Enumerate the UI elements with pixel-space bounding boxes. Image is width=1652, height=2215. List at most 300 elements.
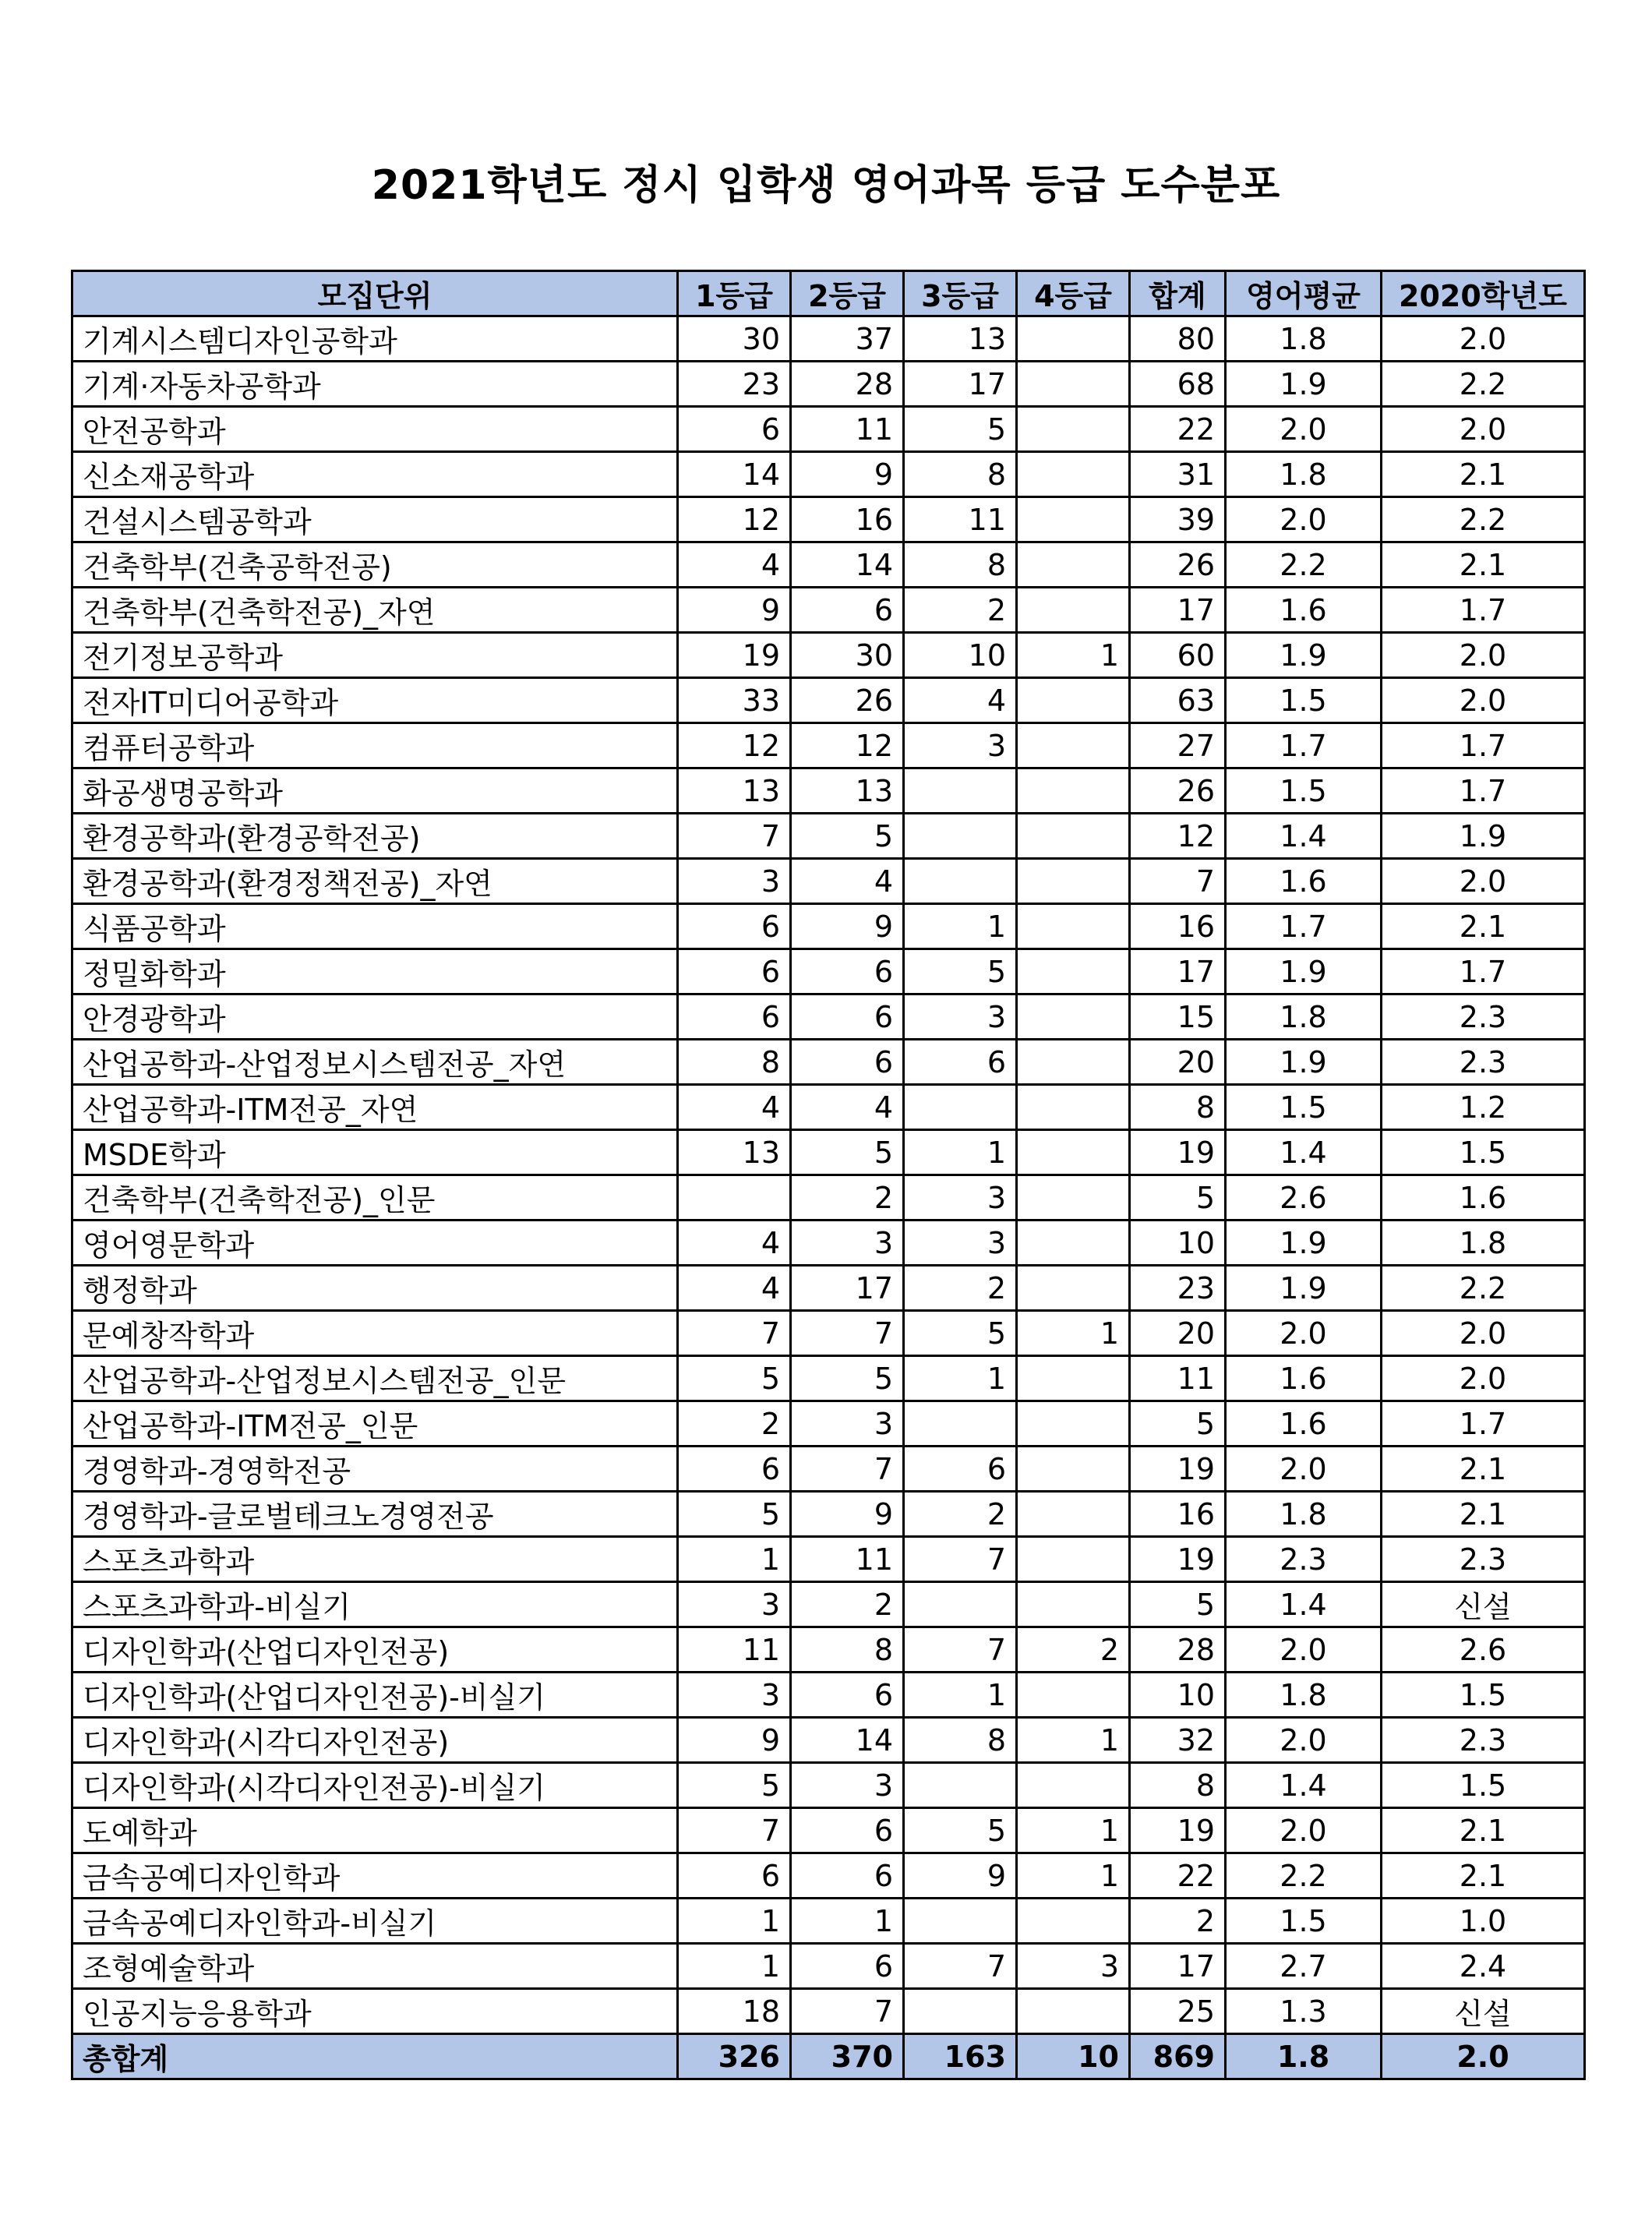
department-name: 전자IT미디어공학과 (72, 678, 678, 723)
department-name: MSDE학과 (72, 1130, 678, 1175)
grade-1-count: 4 (678, 542, 791, 588)
department-name: 환경공학과(환경공학전공) (72, 814, 678, 859)
total-grade-1: 326 (678, 2034, 791, 2079)
total-count: 20 (1130, 1311, 1226, 1356)
grade-4-count (1017, 1266, 1130, 1311)
english-average: 1.9 (1226, 949, 1382, 994)
department-name: 산업공학과-ITM전공_자연 (72, 1085, 678, 1130)
grade-2-count: 30 (791, 633, 904, 678)
department-name: 금속공예디자인학과 (72, 1853, 678, 1899)
total-count: 60 (1130, 633, 1226, 678)
english-average: 2.6 (1226, 1175, 1382, 1221)
grade-4-count (1017, 316, 1130, 362)
total-count: 10 (1130, 1221, 1226, 1266)
grade-3-count: 5 (904, 1311, 1017, 1356)
grade-1-count: 33 (678, 678, 791, 723)
table-row (72, 1763, 1585, 1808)
prev-year-average: 2.2 (1382, 497, 1585, 542)
grade-3-count (904, 1899, 1017, 1944)
grade-1-count: 8 (678, 1040, 791, 1085)
grade-1-count: 13 (678, 768, 791, 814)
grade-3-count: 3 (904, 1221, 1017, 1266)
table-row (72, 1130, 1585, 1175)
english-average: 1.9 (1226, 1266, 1382, 1311)
english-average: 2.0 (1226, 497, 1382, 542)
table-row (72, 1673, 1585, 1718)
grade-2-count: 5 (791, 814, 904, 859)
grade-2-count: 6 (791, 949, 904, 994)
grade-2-count: 2 (791, 1175, 904, 1221)
total-count: 11 (1130, 1356, 1226, 1401)
english-average: 1.5 (1226, 1899, 1382, 1944)
grade-4-count (1017, 949, 1130, 994)
grade-3-count: 2 (904, 1492, 1017, 1537)
grade-1-count: 6 (678, 1447, 791, 1492)
grade-3-count (904, 1582, 1017, 1627)
grade-4-count: 1 (1017, 1718, 1130, 1763)
english-average: 1.4 (1226, 1582, 1382, 1627)
grade-2-count: 7 (791, 1447, 904, 1492)
grade-1-count: 1 (678, 1537, 791, 1582)
total-count: 5 (1130, 1582, 1226, 1627)
department-name: 스포츠과학과 (72, 1537, 678, 1582)
grade-3-count: 11 (904, 497, 1017, 542)
prev-year-average: 2.3 (1382, 1040, 1585, 1085)
english-average: 1.6 (1226, 1401, 1382, 1447)
total-count: 5 (1130, 1175, 1226, 1221)
table-row (72, 723, 1585, 768)
grade-1-count: 2 (678, 1401, 791, 1447)
english-average: 2.0 (1226, 407, 1382, 452)
prev-year-average: 1.8 (1382, 1221, 1585, 1266)
table-row (72, 1537, 1585, 1582)
english-average: 2.0 (1226, 1311, 1382, 1356)
header-english-average: 영어평균 (1226, 271, 1382, 316)
english-average: 1.9 (1226, 1040, 1382, 1085)
table-row (72, 1311, 1585, 1356)
grade-3-count: 1 (904, 1130, 1017, 1175)
prev-year-average: 2.1 (1382, 1492, 1585, 1537)
grade-2-count: 37 (791, 316, 904, 362)
grade-2-count: 7 (791, 1311, 904, 1356)
prev-year-average: 1.7 (1382, 723, 1585, 768)
grade-1-count: 1 (678, 1944, 791, 1989)
total-count: 32 (1130, 1718, 1226, 1763)
total-count: 15 (1130, 994, 1226, 1040)
table-row (72, 678, 1585, 723)
english-average: 1.8 (1226, 452, 1382, 497)
total-count: 17 (1130, 588, 1226, 633)
grade-4-count (1017, 723, 1130, 768)
table-row (72, 1492, 1585, 1537)
total-grade-2: 370 (791, 2034, 904, 2079)
english-average: 1.9 (1226, 1221, 1382, 1266)
grade-4-count: 1 (1017, 1311, 1130, 1356)
grade-4-count (1017, 1447, 1130, 1492)
table-row (72, 542, 1585, 588)
grade-4-count (1017, 768, 1130, 814)
prev-year-average: 1.5 (1382, 1763, 1585, 1808)
english-average: 1.6 (1226, 859, 1382, 904)
english-average: 1.4 (1226, 1130, 1382, 1175)
grade-2-count: 6 (791, 1944, 904, 1989)
total-count: 2 (1130, 1899, 1226, 1944)
table-row (72, 814, 1585, 859)
grade-2-count: 17 (791, 1266, 904, 1311)
department-name: 화공생명공학과 (72, 768, 678, 814)
grade-2-count: 12 (791, 723, 904, 768)
total-grade-4: 10 (1017, 2034, 1130, 2079)
total-count: 23 (1130, 1266, 1226, 1311)
grade-2-count: 1 (791, 1899, 904, 1944)
english-average: 1.8 (1226, 316, 1382, 362)
grade-3-count: 4 (904, 678, 1017, 723)
department-name: 건축학부(건축학전공)_자연 (72, 588, 678, 633)
department-name: 전기정보공학과 (72, 633, 678, 678)
total-grade-3: 163 (904, 2034, 1017, 2079)
total-count: 25 (1130, 1989, 1226, 2034)
grade-2-count: 6 (791, 994, 904, 1040)
table-row (72, 994, 1585, 1040)
prev-year-average: 2.0 (1382, 316, 1585, 362)
grade-1-count: 9 (678, 1718, 791, 1763)
table-row (72, 1944, 1585, 1989)
department-name: 행정학과 (72, 1266, 678, 1311)
table-row (72, 1401, 1585, 1447)
grade-4-count (1017, 407, 1130, 452)
table-header-row (72, 271, 1585, 316)
grade-2-count: 5 (791, 1356, 904, 1401)
grade-1-count: 7 (678, 814, 791, 859)
grade-4-count (1017, 1537, 1130, 1582)
department-name: 디자인학과(시각디자인전공) (72, 1718, 678, 1763)
prev-year-average: 2.1 (1382, 1808, 1585, 1853)
total-count: 5 (1130, 1401, 1226, 1447)
grade-1-count: 6 (678, 949, 791, 994)
grade-3-count: 3 (904, 994, 1017, 1040)
english-average: 1.8 (1226, 994, 1382, 1040)
grade-2-count: 2 (791, 1582, 904, 1627)
prev-year-average: 2.0 (1382, 633, 1585, 678)
page-title: 2021학년도 정시 입학생 영어과목 등급 도수분포 (371, 162, 1281, 209)
grade-1-count: 4 (678, 1266, 791, 1311)
header-total: 합계 (1130, 271, 1226, 316)
grade-4-count (1017, 1130, 1130, 1175)
grade-2-count: 14 (791, 542, 904, 588)
total-count: 28 (1130, 1627, 1226, 1673)
header-grade-4: 4등급 (1017, 271, 1130, 316)
prev-year-average: 2.3 (1382, 994, 1585, 1040)
grade-2-count: 6 (791, 1808, 904, 1853)
department-name: 문예창작학과 (72, 1311, 678, 1356)
total-count: 26 (1130, 768, 1226, 814)
grade-3-count: 7 (904, 1537, 1017, 1582)
grade-4-count (1017, 1085, 1130, 1130)
grade-1-count: 6 (678, 1853, 791, 1899)
grade-2-count: 4 (791, 1085, 904, 1130)
prev-year-average: 1.6 (1382, 1175, 1585, 1221)
department-name: 도예학과 (72, 1808, 678, 1853)
english-average: 2.7 (1226, 1944, 1382, 1989)
grade-2-count: 13 (791, 768, 904, 814)
grade-2-count: 9 (791, 904, 904, 949)
total-count: 8 (1130, 1763, 1226, 1808)
prev-year-average: 2.1 (1382, 542, 1585, 588)
grade-3-count: 7 (904, 1627, 1017, 1673)
grade-1-count: 6 (678, 407, 791, 452)
total-row (72, 2034, 1585, 2079)
grade-1-count: 6 (678, 904, 791, 949)
english-average: 2.0 (1226, 1447, 1382, 1492)
department-name: 산업공학과-ITM전공_인문 (72, 1401, 678, 1447)
grade-3-count (904, 768, 1017, 814)
grade-3-count: 7 (904, 1944, 1017, 1989)
prev-year-average: 신설 (1382, 1989, 1585, 2034)
grade-1-count: 14 (678, 452, 791, 497)
grade-4-count (1017, 994, 1130, 1040)
prev-year-average: 2.1 (1382, 1853, 1585, 1899)
grade-2-count: 6 (791, 588, 904, 633)
grade-2-count: 6 (791, 1040, 904, 1085)
english-average: 1.9 (1226, 362, 1382, 407)
grade-3-count: 13 (904, 316, 1017, 362)
department-name: 경영학과-경영학전공 (72, 1447, 678, 1492)
table-row (72, 1040, 1585, 1085)
department-name: 영어영문학과 (72, 1221, 678, 1266)
department-name: 경영학과-글로벌테크노경영전공 (72, 1492, 678, 1537)
grade-1-count: 12 (678, 723, 791, 768)
english-average: 2.2 (1226, 1853, 1382, 1899)
prev-year-average: 2.1 (1382, 452, 1585, 497)
total-count: 26 (1130, 542, 1226, 588)
total-count: 22 (1130, 407, 1226, 452)
table-row (72, 588, 1585, 633)
prev-year-average: 2.0 (1382, 859, 1585, 904)
total-count: 19 (1130, 1130, 1226, 1175)
grade-2-count: 11 (791, 1537, 904, 1582)
table-row (72, 1718, 1585, 1763)
grade-2-count: 8 (791, 1627, 904, 1673)
table-row (72, 1221, 1585, 1266)
english-average: 1.8 (1226, 1492, 1382, 1537)
table-row (72, 316, 1585, 362)
department-name: 기계시스템디자인공학과 (72, 316, 678, 362)
grade-1-count: 3 (678, 859, 791, 904)
table-row (72, 407, 1585, 452)
department-name: 산업공학과-산업정보시스템전공_자연 (72, 1040, 678, 1085)
table-row (72, 497, 1585, 542)
grade-1-count: 23 (678, 362, 791, 407)
table-body (72, 316, 1585, 2034)
department-name: 디자인학과(시각디자인전공)-비실기 (72, 1763, 678, 1808)
header-grade-3: 3등급 (904, 271, 1017, 316)
total-count: 63 (1130, 678, 1226, 723)
grade-4-count: 1 (1017, 1853, 1130, 1899)
english-average: 1.9 (1226, 633, 1382, 678)
grade-1-count: 18 (678, 1989, 791, 2034)
prev-year-average: 1.9 (1382, 814, 1585, 859)
english-average: 1.7 (1226, 723, 1382, 768)
prev-year-average: 2.1 (1382, 1447, 1585, 1492)
total-count: 31 (1130, 452, 1226, 497)
table-row (72, 1989, 1585, 2034)
grade-3-count: 17 (904, 362, 1017, 407)
department-name: 컴퓨터공학과 (72, 723, 678, 768)
grade-3-count (904, 859, 1017, 904)
header-grade-1: 1등급 (678, 271, 791, 316)
table-row (72, 904, 1585, 949)
total-count: 17 (1130, 949, 1226, 994)
grade-4-count (1017, 1763, 1130, 1808)
total-count: 80 (1130, 316, 1226, 362)
department-name: 식품공학과 (72, 904, 678, 949)
english-average: 1.6 (1226, 588, 1382, 633)
header-grade-2: 2등급 (791, 271, 904, 316)
prev-year-average: 1.2 (1382, 1085, 1585, 1130)
table-row (72, 1175, 1585, 1221)
grade-1-count: 5 (678, 1492, 791, 1537)
prev-year-average: 2.6 (1382, 1627, 1585, 1673)
total-count: 19 (1130, 1808, 1226, 1853)
english-average: 1.6 (1226, 1356, 1382, 1401)
grade-3-count: 6 (904, 1447, 1017, 1492)
table-row (72, 633, 1585, 678)
grade-3-count: 2 (904, 588, 1017, 633)
grade-1-count: 12 (678, 497, 791, 542)
total-count: 22 (1130, 1853, 1226, 1899)
english-average: 2.2 (1226, 542, 1382, 588)
grade-1-count: 5 (678, 1763, 791, 1808)
grade-1-count: 19 (678, 633, 791, 678)
prev-year-average: 2.2 (1382, 1266, 1585, 1311)
prev-year-average: 1.7 (1382, 588, 1585, 633)
grade-4-count (1017, 497, 1130, 542)
english-average: 1.8 (1226, 1673, 1382, 1718)
total-count: 12 (1130, 814, 1226, 859)
table-row (72, 1808, 1585, 1853)
department-name: 기계·자동차공학과 (72, 362, 678, 407)
grade-4-count (1017, 1899, 1130, 1944)
table-row (72, 452, 1585, 497)
grade-4-count (1017, 904, 1130, 949)
table-row (72, 1899, 1585, 1944)
header-department: 모집단위 (72, 271, 678, 316)
table-row (72, 362, 1585, 407)
grade-3-count (904, 1085, 1017, 1130)
grade-2-count: 3 (791, 1401, 904, 1447)
grade-4-count (1017, 678, 1130, 723)
grade-4-count (1017, 1356, 1130, 1401)
grade-3-count: 5 (904, 407, 1017, 452)
total-count: 10 (1130, 1673, 1226, 1718)
total-count: 19 (1130, 1537, 1226, 1582)
grade-2-count: 9 (791, 1492, 904, 1537)
prev-year-average: 2.0 (1382, 407, 1585, 452)
grade-3-count: 9 (904, 1853, 1017, 1899)
prev-year-average: 1.7 (1382, 768, 1585, 814)
english-average: 1.4 (1226, 1763, 1382, 1808)
total-count: 27 (1130, 723, 1226, 768)
grade-4-count: 1 (1017, 1808, 1130, 1853)
prev-year-average: 1.5 (1382, 1130, 1585, 1175)
grade-2-count: 3 (791, 1221, 904, 1266)
department-name: 정밀화학과 (72, 949, 678, 994)
total-sum: 869 (1130, 2034, 1226, 2079)
total-prev-year: 2.0 (1382, 2034, 1585, 2079)
grade-2-count: 16 (791, 497, 904, 542)
grade-2-count: 5 (791, 1130, 904, 1175)
department-name: 산업공학과-산업정보시스템전공_인문 (72, 1356, 678, 1401)
prev-year-average: 1.5 (1382, 1673, 1585, 1718)
department-name: 건축학부(건축학전공)_인문 (72, 1175, 678, 1221)
grade-4-count (1017, 1492, 1130, 1537)
table-row (72, 1356, 1585, 1401)
grade-1-count: 13 (678, 1130, 791, 1175)
total-count: 7 (1130, 859, 1226, 904)
grade-3-count: 5 (904, 1808, 1017, 1853)
grade-1-count: 11 (678, 1627, 791, 1673)
table-row (72, 1582, 1585, 1627)
prev-year-average: 1.0 (1382, 1899, 1585, 1944)
grade-1-count: 3 (678, 1673, 791, 1718)
header-prev-year: 2020학년도 (1382, 271, 1585, 316)
grade-4-count (1017, 1401, 1130, 1447)
table-row (72, 1085, 1585, 1130)
department-name: 환경공학과(환경정책전공)_자연 (72, 859, 678, 904)
table-row (72, 768, 1585, 814)
grade-4-count (1017, 1040, 1130, 1085)
grade-2-count: 7 (791, 1989, 904, 2034)
english-average: 1.5 (1226, 678, 1382, 723)
grade-2-count: 14 (791, 1718, 904, 1763)
prev-year-average: 2.3 (1382, 1718, 1585, 1763)
grade-2-count: 4 (791, 859, 904, 904)
grade-4-count (1017, 588, 1130, 633)
table-row (72, 949, 1585, 994)
english-average: 2.0 (1226, 1808, 1382, 1853)
prev-year-average: 1.7 (1382, 949, 1585, 994)
grade-3-count: 6 (904, 1040, 1017, 1085)
grade-3-count: 1 (904, 1673, 1017, 1718)
grade-1-count: 7 (678, 1311, 791, 1356)
grade-4-count (1017, 1673, 1130, 1718)
table-row (72, 1627, 1585, 1673)
department-name: 디자인학과(산업디자인전공) (72, 1627, 678, 1673)
grade-3-count: 10 (904, 633, 1017, 678)
total-count: 68 (1130, 362, 1226, 407)
grade-1-count: 5 (678, 1356, 791, 1401)
grade-3-count: 3 (904, 1175, 1017, 1221)
department-name: 스포츠과학과-비실기 (72, 1582, 678, 1627)
department-name: 디자인학과(산업디자인전공)-비실기 (72, 1673, 678, 1718)
grade-2-count: 9 (791, 452, 904, 497)
prev-year-average: 2.2 (1382, 362, 1585, 407)
prev-year-average: 2.4 (1382, 1944, 1585, 1989)
prev-year-average: 2.0 (1382, 1311, 1585, 1356)
grade-distribution-table (71, 270, 1586, 2080)
grade-1-count: 3 (678, 1582, 791, 1627)
prev-year-average: 2.0 (1382, 678, 1585, 723)
grade-3-count: 1 (904, 904, 1017, 949)
english-average: 2.3 (1226, 1537, 1382, 1582)
grade-3-count: 8 (904, 542, 1017, 588)
prev-year-average: 신설 (1382, 1582, 1585, 1627)
total-count: 39 (1130, 497, 1226, 542)
total-count: 16 (1130, 904, 1226, 949)
grade-1-count: 4 (678, 1221, 791, 1266)
total-count: 19 (1130, 1447, 1226, 1492)
grade-3-count: 8 (904, 452, 1017, 497)
